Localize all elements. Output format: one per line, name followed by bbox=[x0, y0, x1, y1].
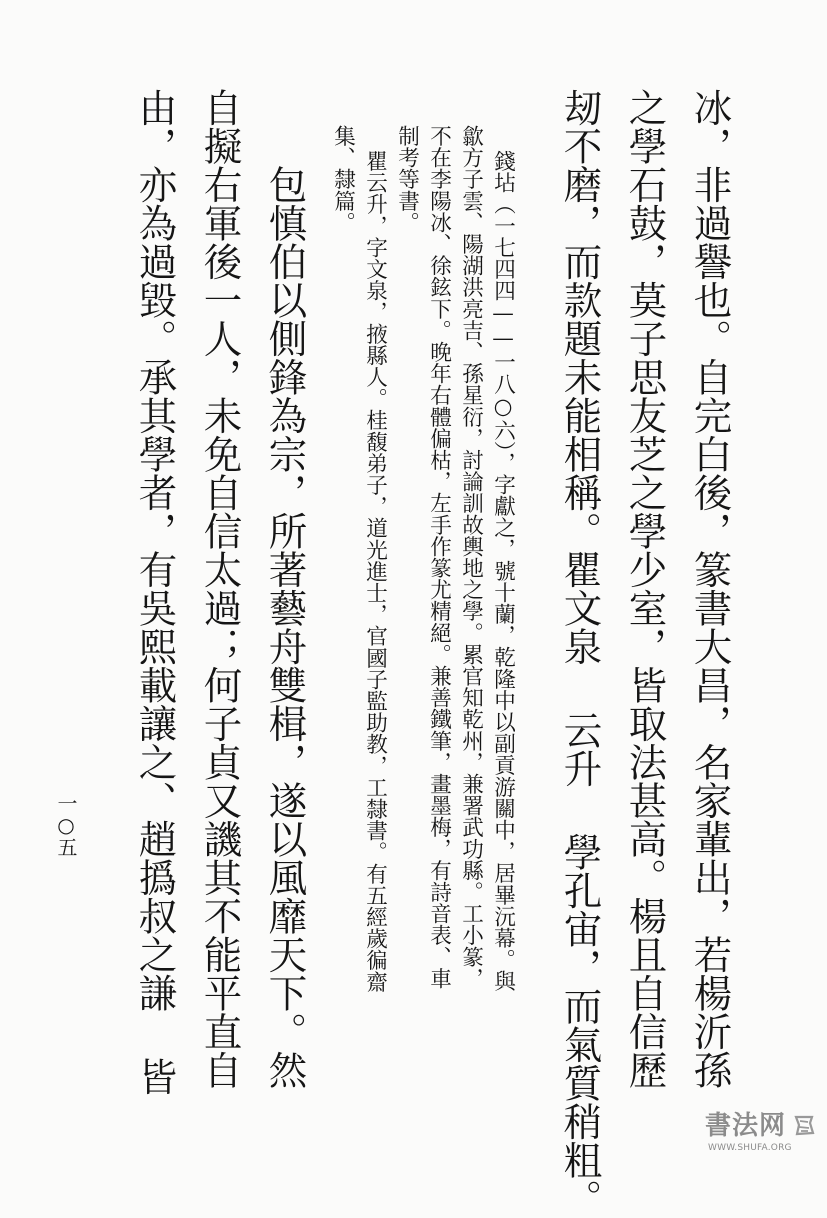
main-text-column-5: 自擬右軍後一人，未免自信太過；何子貞又譏其不能平直自 bbox=[197, 88, 243, 1089]
biographical-note-column-5: 瞿云升，字文泉，掖縣人。桂馥弟子，道光進士，官國子監助教，工隸書。有五經歲徧齋 bbox=[362, 150, 388, 993]
main-text-column-3: 刼不磨，而款題未能相稱。瞿文泉 云升 學孔宙，而氣質稍粗。 bbox=[557, 88, 603, 1218]
biographical-note-column-4: 制考等書。 bbox=[394, 125, 420, 233]
main-text-column-1: 冰，非過譽也。自完白後，篆書大昌，名家輩出，若楊沂孫 bbox=[687, 88, 733, 1089]
main-text-column-4: 包慎伯以側鋒為宗，所著藝舟雙楫，遂以風靡天下。然 bbox=[262, 165, 308, 1089]
biographical-note-column-6: 集、隸篇。 bbox=[330, 125, 356, 233]
main-text-column-2: 之學石鼓，莫子思友芝之學少室，皆取法甚高。楊且自信歷 bbox=[622, 88, 668, 1089]
main-text-column-6: 由，亦為過毀。承其學者，有吳熙載讓之、趙撝叔之謙 皆 bbox=[132, 88, 178, 1096]
biographical-note-column-1: 錢坫（一七四四——一八○六），字獻之，號十蘭，乾隆中以副貢游關中，居畢沅幕。與 bbox=[490, 150, 516, 992]
site-watermark bbox=[705, 1105, 817, 1165]
biographical-note-column-3: 不在李陽冰、徐鉉下。晚年右體偏枯，左手作篆尤精絕。兼善鐵筆，畫墨梅，有詩音表、車 bbox=[426, 125, 452, 989]
biographical-note-column-2: 歙方子雲、陽湖洪亮吉、孫星衍，討論訓故輿地之學。累官知乾州，兼署武功縣。工小篆， bbox=[458, 125, 484, 989]
page-number: 一○五 bbox=[54, 793, 78, 857]
watermark-url: WWW.SHUFA.ORG bbox=[708, 1143, 792, 1153]
seal-icon bbox=[793, 1113, 815, 1137]
watermark-chinese-text: 書法网 bbox=[705, 1111, 787, 1141]
